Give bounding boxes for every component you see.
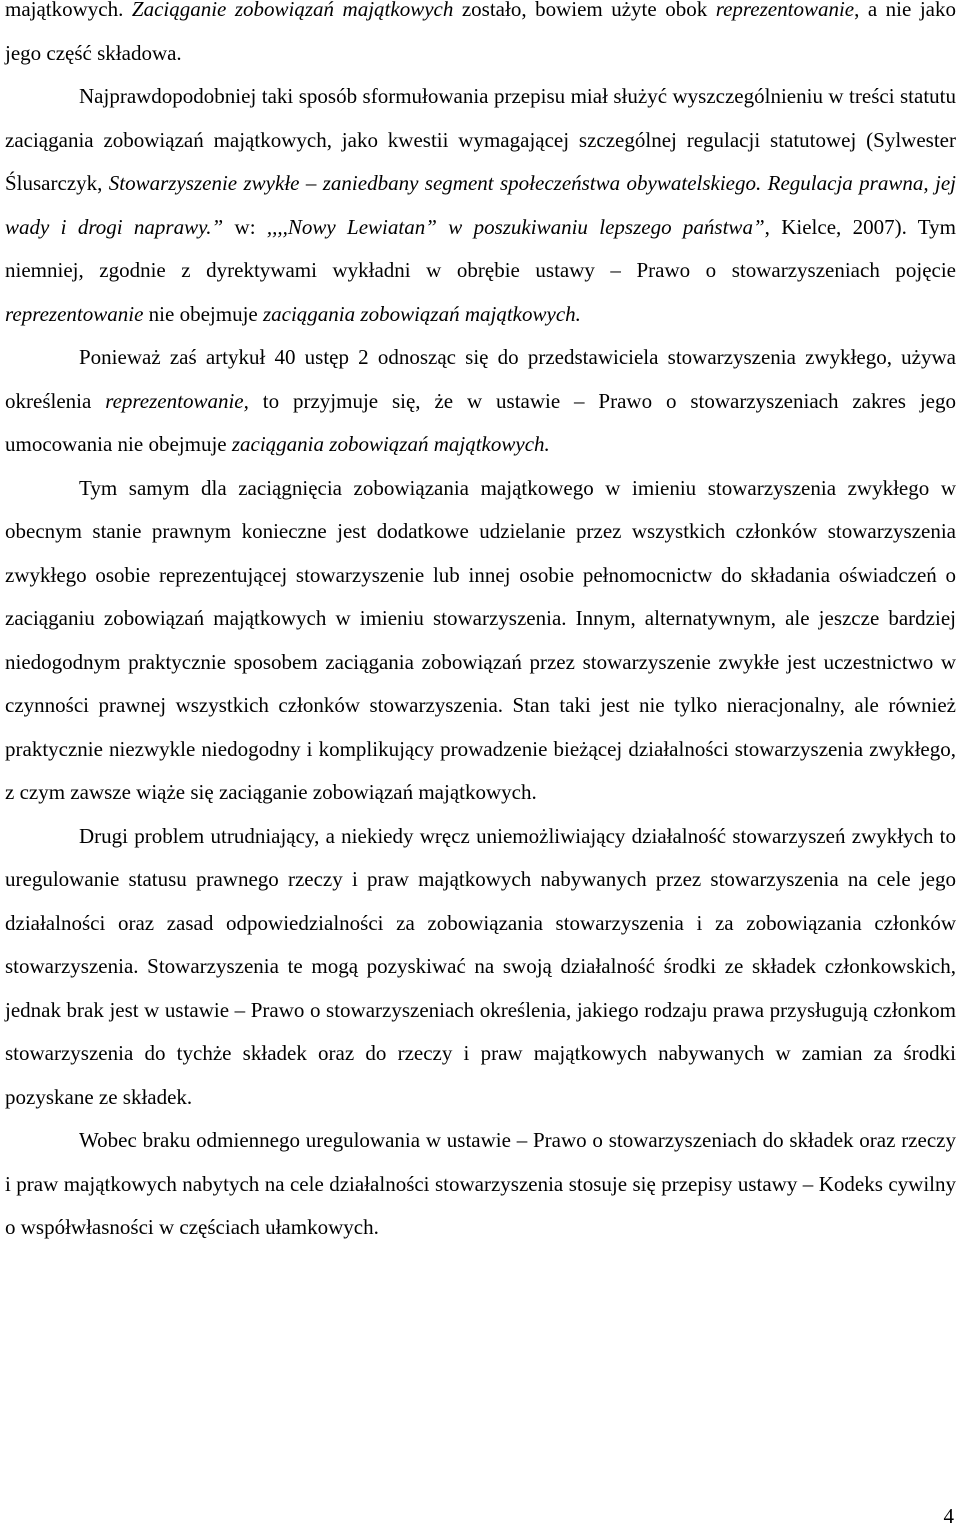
p2-span-3: w: (223, 214, 267, 239)
p1-span-2: Zaciąganie zobowiązań majątkowych (131, 0, 454, 21)
paragraph-1 (5, 0, 956, 75)
p2-span-4: ,,,,Nowy Lewiatan” w poszukiwaniu lepszego państwa” (266, 214, 765, 239)
paragraph-3 (5, 336, 956, 467)
p2-span-2: Stowarzyszenie zwykłe – zaniedbany segment społeczeństwa obywatelskiego. Regulacja prawna, jej wady i drogi naprawy.” (5, 171, 956, 239)
p1-span-1: majątkowych. (5, 0, 132, 21)
p6-span-1: Wobec braku odmiennego uregulowania w ustawie – Prawo o stowarzyszeniach do składek oraz rzeczy i praw majątkowych nabytych na cele działalności stowarzyszenia stosuje się przepisy ustawy – Kodeks cywilny o współwłasności w częściach ułamkowych. (5, 1128, 956, 1239)
p2-span-7: nie obejmuje (143, 301, 263, 326)
p3-span-3: to przyjmuje się, że w ustawie – Prawo o stowarzyszeniach zakres jego umocowania nie obejmuje (5, 388, 957, 456)
p4-span-1: Tym samym dla zaciągnięcia zobowiązania majątkowego w imieniu stowarzyszenia zwykłego w obecnym stanie prawnym konieczne jest dodatkowe udzielanie przez wszystkich członków stowarzyszenia zwykłego osobie reprezentującej stowarzyszenie lub innej osobie pełnomocnictw do składania oświadczeń o zaciąganiu zobowiązań majątkowych w imieniu stowarzyszenia. Innym, alternatywnym, ale jeszcze bardziej niedogodnym praktycznie sposobem zaciągania zobowiązań przez stowarzyszenie zwykłe jest uczestnictwo w czynności prawnej wszystkich członków stowarzyszenia. Stan taki jest nie tylko nieracjonalny, ale również praktycznie niezwykle niedogodny i komplikujący prowadzenie bieżącej działalności stowarzyszenia zwykłego, z czym zawsze wiąże się zaciąganie zobowiązań majątkowych. (5, 475, 956, 804)
p3-span-1: Ponieważ zaś artykuł 40 ustęp 2 odnosząc się do przedstawiciela stowarzyszenia zwykłego, używa określenia (5, 345, 956, 413)
paragraph-6 (5, 1119, 956, 1250)
paragraph-2 (5, 75, 956, 336)
p1-span-4: reprezentowanie (715, 0, 855, 21)
p3-span-2: reprezentowanie, (105, 388, 249, 413)
p1-span-3: zostało, bowiem użyte obok (453, 0, 716, 21)
paragraph-4 (5, 467, 956, 815)
paragraph-5 (5, 815, 956, 1120)
p2-span-6: reprezentowanie (5, 301, 144, 326)
document-page (5, 0, 956, 1250)
p2-span-1: Najprawdopodobniej taki sposób sformułowania przepisu miał służyć wyszczególnieniu w treści statutu zaciągania zobowiązań majątkowych, jako kwestii wymagającej szczególnej regulacji statutowej (Sylwester Ślusarczyk, (5, 84, 956, 195)
p5-span-1: Drugi problem utrudniający, a niekiedy wręcz uniemożliwiający działalność stowarzyszeń zwykłych to uregulowanie statusu prawnego rzeczy i praw majątkowych nabywanych przez stowarzyszenia na cele jego działalności oraz zasad odpowiedzialności za zobowiązania stowarzyszenia i za zobowiązania członków stowarzyszenia. Stowarzyszenia te mogą pozyskiwać na swoją działalność środki ze składek członkowskich, jednak brak jest w ustawie – Prawo o stowarzyszeniach określenia, jakiego rodzaju prawa przysługują członkom stowarzyszenia do tychże składek oraz do rzeczy i praw majątkowych nabywanych w zamian za środki pozyskane ze składek. (5, 823, 956, 1109)
p3-span-4: zaciągania zobowiązań majątkowych. (231, 432, 550, 456)
page-number: 4 (943, 1504, 954, 1528)
p2-span-8: zaciągania zobowiązań majątkowych. (262, 301, 581, 326)
p2-span-5: , Kielce, 2007). Tym niemniej, zgodnie z dyrektywami wykładni w obrębie ustawy – Prawo o stowarzyszeniach pojęcie (5, 214, 956, 282)
p1-span-5: , a nie jako jego część składowa. (5, 0, 956, 65)
